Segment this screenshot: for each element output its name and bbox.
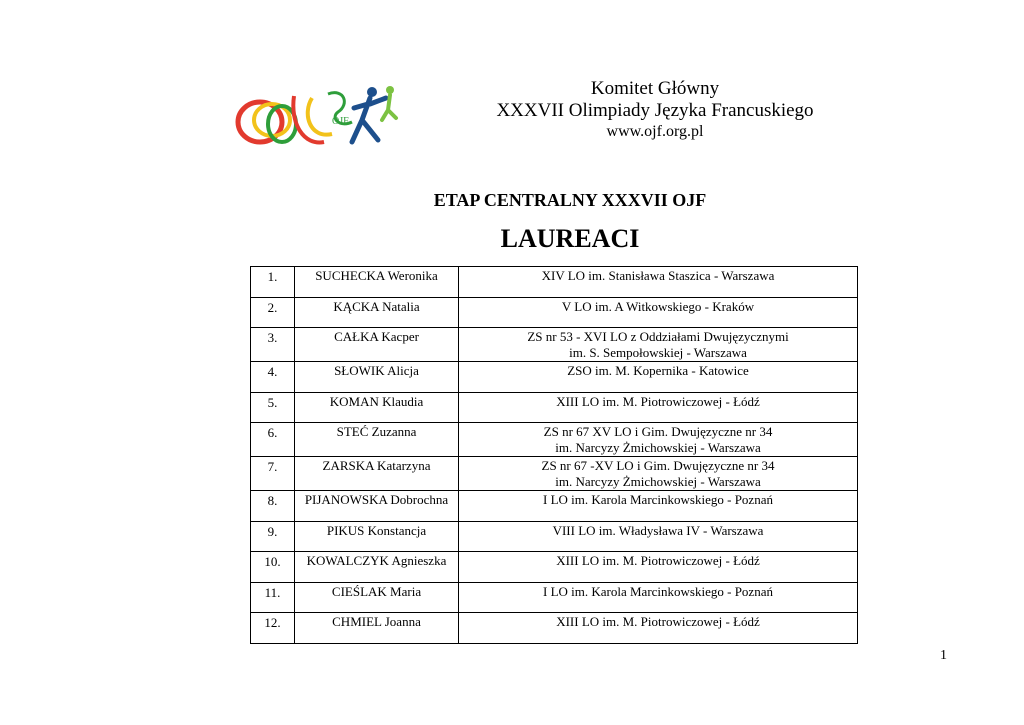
row-number: 2. <box>251 297 295 328</box>
school-line: im. Narcyzy Żmichowskiej - Warszawa <box>555 474 761 489</box>
school-line: XIII LO im. M. Piotrowiczowej - Łódź <box>556 553 760 568</box>
table-row <box>251 328 858 362</box>
school-cell <box>459 362 858 393</box>
laureate-name: CAŁKA Kacper <box>295 328 459 362</box>
laureate-name: KOWALCZYK Agnieszka <box>295 552 459 583</box>
row-number: 12. <box>251 613 295 644</box>
table-row <box>251 267 858 298</box>
school-line: im. S. Sempołowskiej - Warszawa <box>569 345 747 360</box>
ojf-logo-icon <box>232 84 402 154</box>
table-row <box>251 491 858 522</box>
table-row <box>251 297 858 328</box>
school-cell <box>459 457 858 491</box>
school-line: ZS nr 67 XV LO i Gim. Dwujęzyczne nr 34 <box>543 424 773 439</box>
row-number: 4. <box>251 362 295 393</box>
school-cell <box>459 392 858 423</box>
laureate-name: KOMAN Klaudia <box>295 392 459 423</box>
school-cell <box>459 491 858 522</box>
school-line: XIII LO im. M. Piotrowiczowej - Łódź <box>556 393 760 409</box>
school-line: ZS nr 67 -XV LO i Gim. Dwujęzyczne nr 34 <box>541 458 775 473</box>
school-line: im. Narcyzy Żmichowskiej - Warszawa <box>555 440 761 455</box>
stage-title: ETAP CENTRALNY XXXVII OJF <box>433 190 707 210</box>
row-number: 1. <box>251 267 295 298</box>
table-row <box>251 423 858 457</box>
row-number: 10. <box>251 552 295 583</box>
laureate-name: KĄCKA Natalia <box>295 297 459 328</box>
laureate-name: CIEŚLAK Maria <box>295 582 459 613</box>
row-number: 6. <box>251 423 295 457</box>
school-line: I LO im. Karola Marcinkowskiego - Poznań <box>543 583 773 599</box>
table-row <box>251 457 858 491</box>
laureate-name: PIKUS Konstancja <box>295 521 459 552</box>
row-number: 8. <box>251 491 295 522</box>
laureate-name: ZARSKA Katarzyna <box>295 457 459 491</box>
table-row <box>251 362 858 393</box>
school-line: ZSO im. M. Kopernika - Katowice <box>567 363 749 378</box>
table-row <box>251 613 858 644</box>
row-number: 7. <box>251 457 295 491</box>
school-cell <box>459 423 858 457</box>
row-number: 3. <box>251 328 295 362</box>
table-row <box>251 552 858 583</box>
svg-text:OJF: OJF <box>332 116 349 127</box>
header-url: www.ojf.org.pl <box>606 123 704 140</box>
laureates-table <box>250 266 858 644</box>
table-row <box>251 582 858 613</box>
row-number: 5. <box>251 392 295 423</box>
row-number: 9. <box>251 521 295 552</box>
school-cell <box>459 582 858 613</box>
row-number: 11. <box>251 582 295 613</box>
school-line: ZS nr 53 - XVI LO z Oddziałami Dwujęzycznymi <box>527 329 789 344</box>
laureate-name: SŁOWIK Alicja <box>295 362 459 393</box>
school-line: VIII LO im. Władysława IV - Warszawa <box>552 522 764 538</box>
header-line-1: Komitet Główny <box>590 78 720 99</box>
school-cell <box>459 267 858 298</box>
table-row <box>251 521 858 552</box>
page-title: LAUREACI <box>500 224 640 253</box>
table-row <box>251 392 858 423</box>
school-line: XIII LO im. M. Piotrowiczowej - Łódź <box>556 614 760 629</box>
school-line: XIV LO im. Stanisława Staszica - Warszawa <box>541 268 775 283</box>
laureate-name: SUCHECKA Weronika <box>295 267 459 298</box>
header-line-2: XXXVII Olimpiady Języka Francuskiego <box>496 100 814 121</box>
school-line: I LO im. Karola Marcinkowskiego - Poznań <box>543 492 773 507</box>
school-cell <box>459 552 858 583</box>
laureate-name: STEĆ Zuzanna <box>295 423 459 457</box>
school-cell <box>459 613 858 644</box>
page-number: 1 <box>940 648 947 663</box>
school-cell <box>459 521 858 552</box>
school-line: V LO im. A Witkowskiego - Kraków <box>561 298 755 314</box>
laureate-name: CHMIEL Joanna <box>295 613 459 644</box>
school-cell <box>459 328 858 362</box>
laureate-name: PIJANOWSKA Dobrochna <box>295 491 459 522</box>
committee-header <box>470 78 840 142</box>
school-cell <box>459 297 858 328</box>
